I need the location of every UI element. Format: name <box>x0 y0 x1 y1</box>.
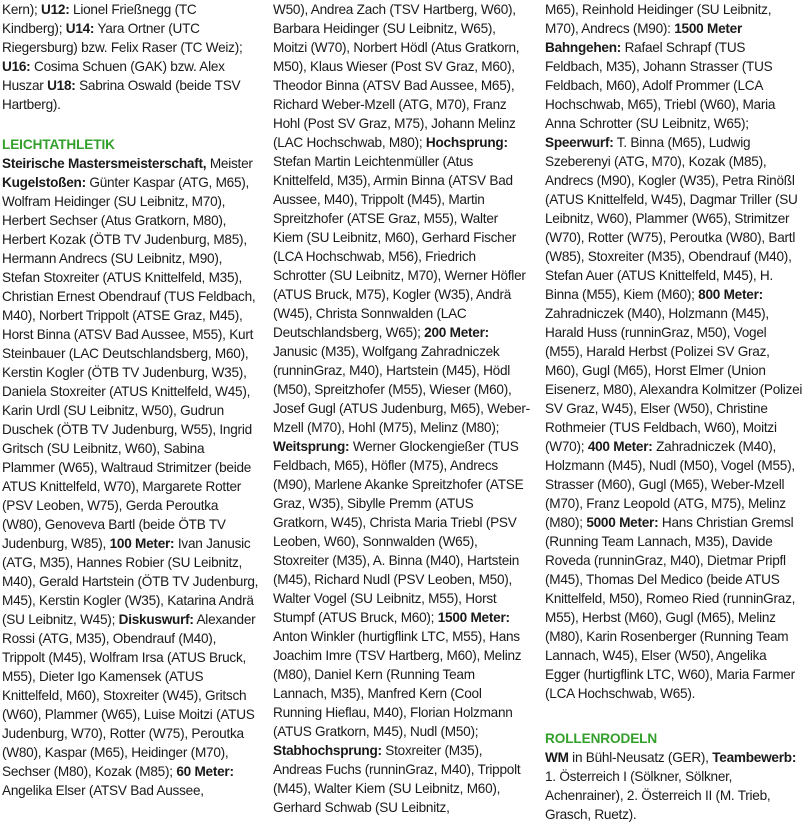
text-run: Sabrina Oswald (beide TSV Hartberg). <box>2 78 241 112</box>
text-run: Stoxreiter (M35), Andreas Fuchs (runninGraz, M40), Trippolt (M45), Walter Kiem (SU Leibnitz, M60), Gerhard Schwab (SU Leibnitz, <box>273 743 521 815</box>
bold-label: 1500 Meter Bahngehen: <box>545 21 743 55</box>
text-run: in Bühl-Neusatz (GER), <box>568 750 713 765</box>
text-run: Rafael Schrapf (TUS Feldbach, M35), Johann Strasser (TUS Feldbach, M60), Adolf Prommer (LCA Hochschwab, M65), Triebl (W60), Maria Anna Schrotter (SU Leibnitz, W65); <box>545 40 776 131</box>
section-heading: LEICHTATHLETIK <box>2 137 115 152</box>
article-paragraph <box>273 0 531 817</box>
text-run: 1. Österreich I (Sölkner, Sölkner, Achenrainer), 2. Österreich II (M. Trieb, Grasch, Ruetz). <box>545 769 771 822</box>
text-run: Stefan Martin Leichtenmüller (Atus Knittelfeld, M35), Armin Binna (ATSV Bad Aussee, M40), Trippolt (M45), Martin Spreitzhofer (ATSE Graz, M55), Walter Kiem (SU Leibnitz, M60), Gerhard Fischer (LCA Hochschwab, M56), Friedrich Schrotter (SU Leibnitz, M70), Werner Höfler (ATUS Bruck, M75), Kogler (W35), Andrä (W45), Christa Sonnwalden (LAC Deutschlandsberg, W65); <box>273 154 526 340</box>
bold-label: 60 Meter: <box>176 764 234 779</box>
bold-label: Weitsprung: <box>273 439 350 454</box>
text-run: Alexander Rossi (ATG, M35), Obendrauf (M40), Trippolt (M45), Wolfram Irsa (ATUS Bruck, M55), Dieter Igo Kamensek (ATUS Knittelfeld, M60), Stoxreiter (W45), Gritsch (W60), Plammer (W65), Luise Moitzi (ATUS Judenburg, W70), Rotter (W75), Peroutka (W80), Kaspar (M65), Heidinger (M70), Sechser (M80), Kozak (M85); <box>2 612 256 779</box>
text-run: M65), Reinhold Heidinger (SU Leibnitz, M70), Andrecs (M90): <box>545 2 772 36</box>
bold-label: Teambewerb: <box>712 750 797 765</box>
bold-label: U18: <box>47 78 76 93</box>
section-heading: ROLLENRODELN <box>545 731 658 746</box>
bold-label: Hochsprung: <box>425 135 508 150</box>
article-paragraph <box>545 0 803 703</box>
bold-label: Stabhochsprung: <box>273 743 382 758</box>
article-column-2 <box>273 0 531 815</box>
bold-label: 400 Meter: <box>587 439 653 454</box>
bold-label: 200 Meter: <box>424 325 489 340</box>
bold-label: 800 Meter: <box>698 287 763 302</box>
text-run: Werner Glockengießer (TUS Feldbach, M65), Höfler (M75), Andrecs (M90), Marlene Akanke Spreitzhofer (ATSE Graz, W35), Sibylle Premm (ATUS Gratkorn, W45), Christa Maria Triebl (PSV Leoben, W60), Sonnwalden (W65), Stoxreiter (M35), A. Binna (M40), Hartstein (M45), Richard Nudl (PSV Leoben, M50), Walter Vogel (SU Leibnitz, M55), Horst Stumpf (ATUS Bruck, M60); <box>273 439 524 625</box>
text-run: Cosima Schuen (GAK) bzw. Alex Huszar <box>2 59 225 93</box>
text-run: Janusic (M35), Wolfgang Zahradniczek (runninGraz, M40), Hartstein (M45), Hödl (M50), Spreitzhofer (M55), Wieser (M60), Josef Gugl (ATUS Judenburg, M65), Weber-Mzell (M70), Hohl (M75), Melinz (M80); <box>273 344 530 435</box>
article-paragraph <box>545 748 803 824</box>
bold-label: U16: <box>2 59 31 74</box>
text-run: T. Binna (M65), Ludwig Szeberenyi (ATG, M70), Kozak (M85), Andrecs (M90), Kogler (W35), Petra Rinößl (ATUS Knittelfeld, W45), Dagmar Triller (SU Leibnitz, W60), Plammer (W65), Strimitzer (W70), Rotter (W75), Peroutka (W80), Bartl (W85), Stoxreiter (M35), Obendrauf (M40), Stefan Auer (ATUS Knittelfeld, M45), H. Binna (M55), Kiem (M60); <box>545 135 798 302</box>
text-run: Angelika Elser (ATSV Bad Aussee, <box>2 783 204 798</box>
text-run: Hans Christian Gremsl (Running Team Lannach, M35), Davide Roveda (runninGraz, M40), Dietmar Pripfl (M45), Thomas Del Medico (beide ATUS Knittelfeld, M50), Romeo Ried (runninGraz, M55), Herbst (M60), Gugl (M65), Melinz (M80), Karin Rosenberger (Running Team Lannach, W45), Elser (W50), Angelika Egger (hurtigflink LTC, W60), Maria Farmer (LCA Hochschwab, W65). <box>545 515 796 701</box>
text-run: W50), Andrea Zach (TSV Hartberg, W60), Barbara Heidinger (SU Leibnitz, W65), Moitzi (W70), Norbert Hödl (Atus Gratkorn, M50), Klaus Wieser (Post SV Graz, M60), Theodor Binna (ATSV Bad Aussee, M65), Richard Weber-Mzell (ATG, M70), Franz Hohl (Post SV Graz, M75), Johann Melinz (LAC Hochschwab, M80); <box>273 2 520 150</box>
text-run: Günter Kaspar (ATG, M65), Wolfram Heidinger (SU Leibnitz, M70), Herbert Sechser (Atus Gratkorn, M80), Herbert Kozak (ÖTB TV Judenburg, M85), Hermann Andrecs (SU Leibnitz, M90), Stefan Stoxreiter (ATUS Knittelfeld, M35), Christian Ernest Obendrauf (TUS Feldbach, M40), Norbert Trippolt (ATSE Graz, M45), Horst Binna (ATSV Bad Aussee, M55), Kurt Steinbauer (LAC Deutschlandsberg, M60), Kerstin Kogler (ÖTB TV Judenburg, W35), Daniela Stoxreiter (ATUS Knittelfeld, W45), Karin Urdl (SU Leibnitz, W50), Gudrun Duschek (ÖTB TV Judenburg, W55), Ingrid Gritsch (SU Leibnitz, W60), Sabina Plammer (W65), Waltraud Strimitzer (beide ATUS Knittelfeld, W70), Margarete Rotter (PSV Leoben, W75), Gerda Peroutka (W80), Genoveva Bartl (beide ÖTB TV Judenburg, W85), <box>2 175 256 551</box>
article-paragraph <box>2 154 260 800</box>
bold-label: Diskuswurf: <box>118 612 194 627</box>
text-run: Meister <box>206 156 253 171</box>
bold-label: WM <box>545 750 569 765</box>
text-run: Lionel Frießnegg (TC Kindberg); <box>2 2 197 36</box>
bold-label: Speerwurf: <box>545 135 614 150</box>
text-run: Zahradniczek (M40), Holzmann (M45), Harald Huss (runninGraz, M50), Vogel (M55), Harald Herbst (Polizei SV Graz, M60), Gugl (M65), Horst Elmer (Union Eisenerz, M80), Alexandra Kolmitzer (Polizei SV Graz, W45), Elser (W50), Christine Rothmeier (TUS Feldbach, W60), Moitzi (W70); <box>545 306 803 454</box>
bold-label: U12: <box>41 2 70 17</box>
article-column-1 <box>2 0 260 798</box>
article-paragraph <box>2 0 260 114</box>
bold-label: 100 Meter: <box>109 536 175 551</box>
text-run: Zahradniczek (M40), Holzmann (M45), Nudl (M50), Vogel (M55), Strasser (M60), Gugl (M65), Weber-Mzell (M70), Franz Leopold (ATG, M75), Melinz (M80); <box>545 439 795 530</box>
bold-label: 1500 Meter: <box>437 610 510 625</box>
article-column-3 <box>545 0 803 822</box>
bold-label: Kugelstoßen: <box>2 175 86 190</box>
text-run: Kern); <box>2 2 42 17</box>
text-run: Anton Winkler (hurtigflink LTC, M55), Hans Joachim Imre (TSV Hartberg, M60), Melinz (M80), Daniel Kern (Running Team Lannach, M35), Manfred Kern (Cool Running Hieflau, M40), Florian Holzmann (ATUS Gratkorn, M45), Nudl (M50); <box>273 629 522 739</box>
text-run: Yara Ortner (UTC Riegersburg) bzw. Felix Raser (TC Weiz); <box>2 21 243 55</box>
bold-label: 5000 Meter: <box>586 515 659 530</box>
text-run: Ivan Janusic (ATG, M35), Hannes Robier (SU Leibnitz, M40), Gerald Hartstein (ÖTB TV Judenburg, M45), Kerstin Kogler (W35), Katarina Andrä (SU Leibnitz, W45); <box>2 536 259 627</box>
bold-label: Steirische Mastersmeisterschaft, <box>2 156 207 171</box>
bold-label: U14: <box>65 21 95 36</box>
